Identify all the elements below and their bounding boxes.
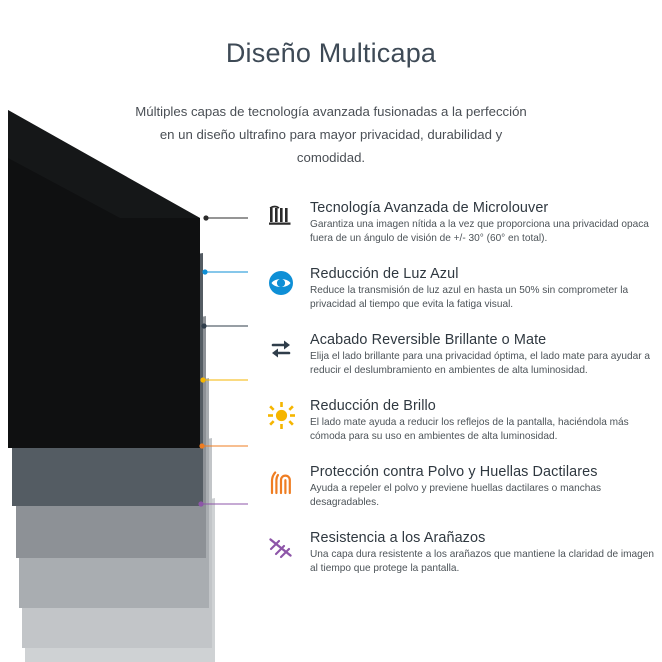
feature-item-dust-fingerprint [258, 464, 658, 516]
feature-item-blue-light [258, 266, 658, 318]
feature-title: Reducción de Luz Azul [310, 266, 459, 282]
feature-description: Garantiza una imagen nítida a la vez que proporciona una privacidad opaca fuera de un ángulo de visión de +/- 30° (60° en total). [310, 219, 649, 245]
fingerprint-icon [266, 466, 296, 496]
feature-title: Tecnología Avanzada de Microlouver [310, 200, 549, 216]
scratch-resistance-icon [266, 532, 296, 562]
page-subtitle: Múltiples capas de tecnología avanzada fusionadas a la perfección en un diseño ultrafino para mayor privacidad, durabilidad y comodidad. [135, 104, 527, 166]
feature-description: Elija el lado brillante para una privacidad óptima, el lado mate para ayudar a reducir el deslumbramiento en ambientes de alta luminosidad. [310, 351, 651, 377]
microlouver-icon [266, 202, 296, 232]
feature-item-microlouver [258, 200, 658, 252]
feature-description: El lado mate ayuda a reducir los reflejos de la pantalla, haciéndola más cómoda para su uso en ambientes de alta luminosidad. [310, 417, 629, 443]
feature-description: Una capa dura resistente a los arañazos que mantiene la claridad de imagen al tiempo que protege la pantalla. [310, 549, 654, 575]
feature-item-glare-reduction [258, 398, 658, 450]
feature-item-scratch-resistance [258, 530, 658, 582]
feature-title: Reducción de Brillo [310, 398, 436, 414]
sun-icon [266, 400, 296, 430]
feature-list [258, 200, 658, 596]
page-title: Diseño Multicapa [225, 38, 437, 68]
feature-description: Reduce la transmisión de luz azul en hasta un 50% sin comprometer la privacidad al tiempo que evita la fatiga visual. [310, 285, 629, 311]
reversible-arrows-icon [266, 334, 296, 364]
eye-icon [266, 268, 296, 298]
feature-item-reversible [258, 332, 658, 384]
feature-title: Acabado Reversible Brillante o Mate [310, 332, 547, 348]
feature-title: Protección contra Polvo y Huellas Dactilares [310, 464, 598, 480]
feature-title: Resistencia a los Arañazos [310, 530, 486, 546]
feature-description: Ayuda a repeler el polvo y previene huellas dactilares o manchas desagradables. [310, 483, 602, 509]
